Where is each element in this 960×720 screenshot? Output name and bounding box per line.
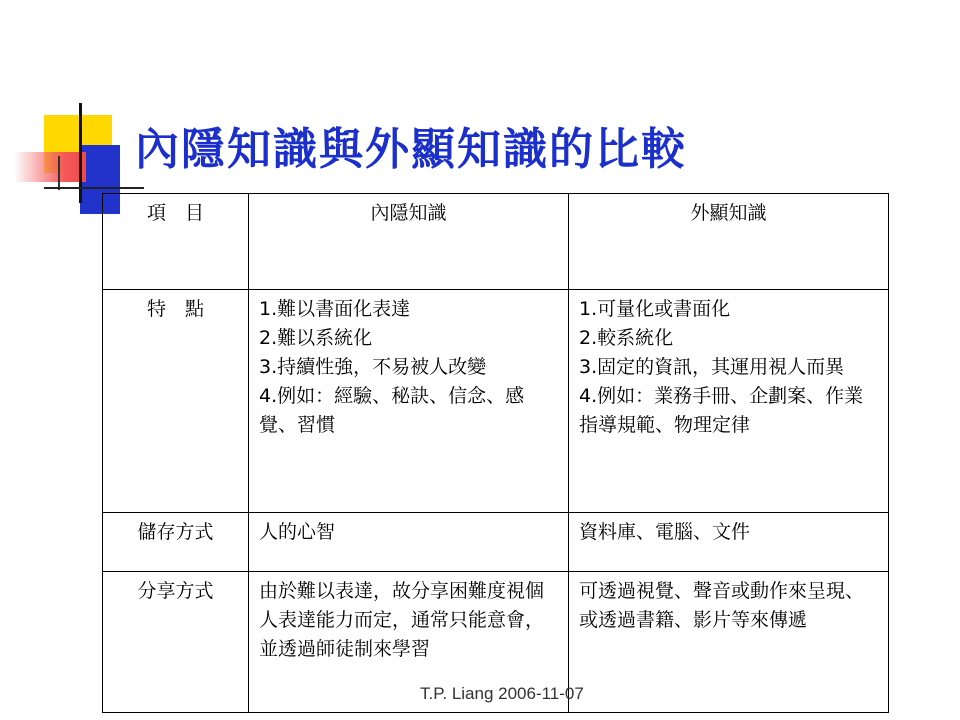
table-row (103, 513, 889, 572)
decor-vertical-line-short (58, 156, 60, 190)
row-label: 特 點 (103, 290, 249, 513)
explicit-cell (569, 572, 889, 713)
row-label: 分享方式 (103, 572, 249, 713)
list-item: 1.可量化或書面化 (579, 298, 731, 320)
cell-text: 由於難以表達，故分享困難度視個人表達能力而定，通常只能意會，並透過師徒制來學習 (259, 580, 545, 660)
header-item: 項 目 (103, 194, 249, 290)
header-tacit: 內隱知識 (249, 194, 569, 290)
decor-red-bar (14, 152, 86, 182)
table-header-row (103, 194, 889, 290)
list-item: 2.較系統化 (579, 327, 674, 349)
row-label: 儲存方式 (103, 513, 249, 572)
list-item: 1.難以書面化表達 (259, 298, 411, 320)
header-explicit: 外顯知識 (569, 194, 889, 290)
cell-text: 可透過視覺、聲音或動作來呈現、或透過書籍、影片等來傳遞 (579, 580, 865, 631)
tacit-cell (249, 290, 569, 513)
decor-horizontal-line (44, 187, 144, 189)
comparison-table (102, 193, 889, 713)
list-item: 2.難以系統化 (259, 327, 373, 349)
cell-text: 資料庫、電腦、文件 (579, 521, 751, 543)
slide-title: 內隱知識與外顯知識的比較 (135, 124, 687, 175)
cell-text: 人的心智 (259, 521, 336, 543)
tacit-cell (249, 513, 569, 572)
list-item: 3.持續性強，不易被人改變 (259, 356, 487, 378)
footer-credit: T.P. Liang 2006-11-07 (420, 684, 584, 703)
list-item: 4.例如：業務手冊、企劃案、作業指導規範、物理定律 (579, 385, 864, 436)
explicit-cell (569, 513, 889, 572)
table-row (103, 290, 889, 513)
list-item: 3.固定的資訊，其運用視人而異 (579, 356, 845, 378)
explicit-cell (569, 290, 889, 513)
list-item: 4.例如：經驗、秘訣、信念、感覺、習慣 (259, 385, 525, 436)
